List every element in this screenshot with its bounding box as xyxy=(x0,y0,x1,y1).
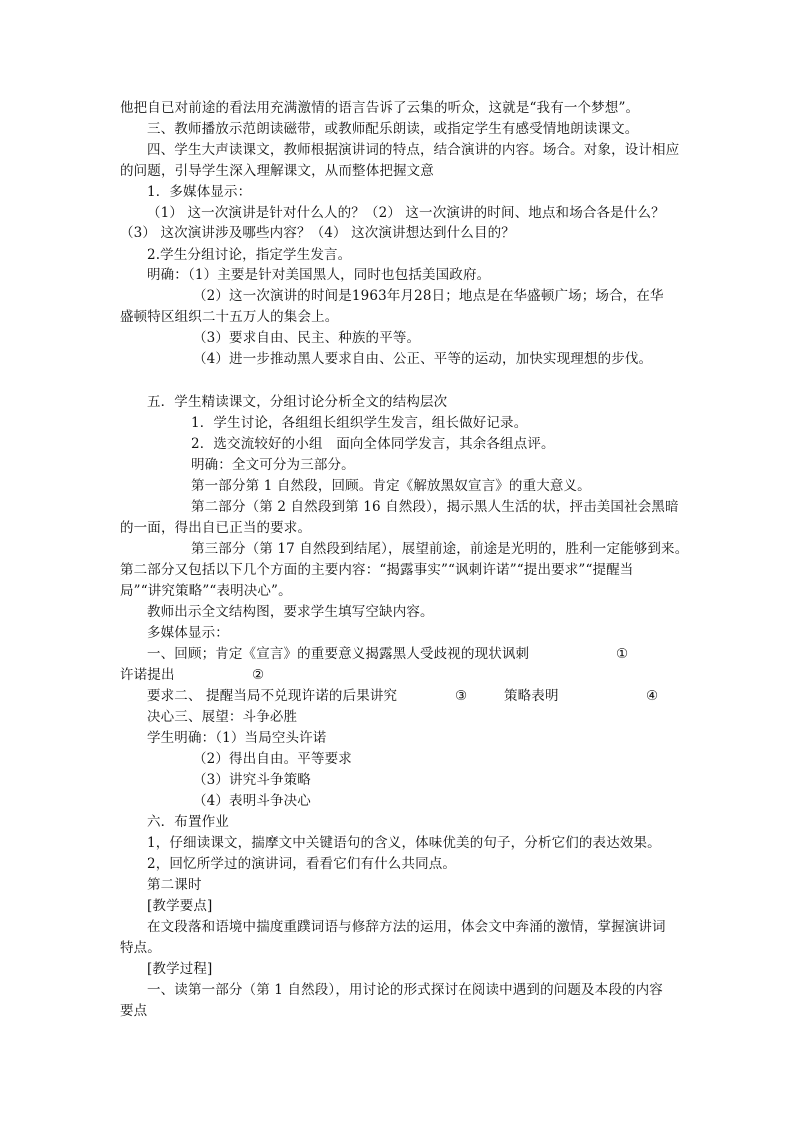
text-line: 一、读第一部分（第 1 自然段），用讨论的形式探讨在阅读中遇到的问题及本段的内容 xyxy=(147,982,663,998)
text-line: （3）讲究斗争策略 xyxy=(193,772,311,788)
text-line: （3） 这次演讲涉及哪些内容？（4） 这次演讲想达到什么目的？ xyxy=(120,225,515,241)
section-heading: [教学过程] xyxy=(147,961,213,977)
text-line: 2，回忆所学过的演讲词，看看它们有什么共同点。 xyxy=(147,856,457,872)
section-heading: 六．布置作业 xyxy=(147,814,229,830)
text-line: 1，仔细读课文，揣摩文中关键语句的含义，体味优美的句子，分析它们的表达效果。 xyxy=(147,835,661,851)
text-line: 他把自已对前途的看法用充满激情的语言告诉了云集的听众，这就是“我有一个梦想”。 xyxy=(120,100,640,116)
blank-marker: ③ xyxy=(455,688,468,704)
structure-line: 策略表明 xyxy=(504,688,559,704)
section-heading: [教学要点] xyxy=(147,898,213,914)
text-line: 盛顿特区组织二十五万人的集会上。 xyxy=(120,309,339,325)
text-line: 教师出示全文结构图，要求学生填写空缺内容。 xyxy=(147,604,434,620)
blank-marker: ① xyxy=(616,646,629,662)
blank-marker: ④ xyxy=(646,688,659,704)
text-line: 2．选交流较好的小组 面向全体同学发言，其余各组点评。 xyxy=(191,436,555,452)
blank-marker: ② xyxy=(252,667,265,683)
text-line: 四、学生大声读课文，教师根据演讲词的特点，结合演讲的内容。场合。对象，设计相应 xyxy=(147,142,680,158)
text-line: 在文段落和语境中揣度重蹼词语与修辞方法的运用，体会文中奔涌的激情，掌握演讲词 xyxy=(147,919,666,935)
text-line: 的问题，引导学生深入理解课文，从而整体把握文意 xyxy=(120,163,434,179)
text-line: （4）进一步推动黑人要求自由、公正、平等的运动，加快实现理想的步伐。 xyxy=(193,351,653,367)
section-heading: 第二课时 xyxy=(147,877,202,893)
structure-line: 一、回顾；肯定《宣言》的重要意义揭露黑人受歧视的现状讽刺 xyxy=(147,646,530,662)
text-line: 多媒体显示： xyxy=(147,625,229,641)
text-line: 的一面，得出自已正当的要求。 xyxy=(120,520,312,536)
text-line: （2）得出自由。平等要求 xyxy=(193,751,352,767)
text-line: 2.学生分组讨论，指定学生发言。 xyxy=(147,247,352,263)
structure-line: 许诺提出 xyxy=(120,667,175,683)
text-line: 第一部分第 1 自然段，回顾。肯定《解放黑奴宣言》的重大意义。 xyxy=(191,478,591,494)
text-line: 学生明确：（1）当局空头许诺 xyxy=(147,730,327,746)
text-line: 第二部分（第 2 自然段到第 16 自然段），揭示黑人生活的状，抨击美国社会黑暗 xyxy=(191,499,679,515)
text-line: 1．学生讨论，各组组长组织学生发言，组长做好记录。 xyxy=(191,415,528,431)
text-line: （4）表明斗争决心 xyxy=(193,793,311,809)
structure-line: 决心三、展望：斗争必胜 xyxy=(147,709,298,725)
section-heading: 五．学生精读课文，分组讨论分析全文的结构层次 xyxy=(147,394,448,410)
structure-line: 要求二、 提醒当局不兑现许诺的后果讲究 xyxy=(147,688,398,704)
text-line: 第三部分（第 17 自然段到结尾），展望前途，前途是光明的，胜利一定能够到来。 xyxy=(191,541,689,557)
text-line: 明确：全文可分为三部分。 xyxy=(191,457,355,473)
text-line: 第二部分又包括以下几个方面的主要内容：“揭露事实”“讽刺许诺”“提出要求”“提醒当 xyxy=(120,562,634,578)
text-line: 明确：（1）主要是针对美国黑人，同时也包括美国政府。 xyxy=(147,267,491,283)
text-line: 三、教师播放示范朗读磁带，或教师配乐朗读，或指定学生有感受情地朗读课文。 xyxy=(147,121,639,137)
text-line: （1） 这一次演讲是针对什么人的？（2） 这一次演讲的时间、地点和场合各是什么？ xyxy=(147,205,665,221)
text-line: （3）要求自由、民主、种族的平等。 xyxy=(193,330,421,346)
text-line: 特点。 xyxy=(120,940,161,956)
text-line: 要点 xyxy=(120,1003,148,1019)
text-line: 局”“讲究策略”“表明决心”。 xyxy=(120,583,292,599)
text-line: 1．多媒体显示： xyxy=(147,184,252,200)
text-line: （2）这一次演讲的时间是1963年月28日；地点是在华盛顿广场；场合，在华 xyxy=(193,288,664,304)
